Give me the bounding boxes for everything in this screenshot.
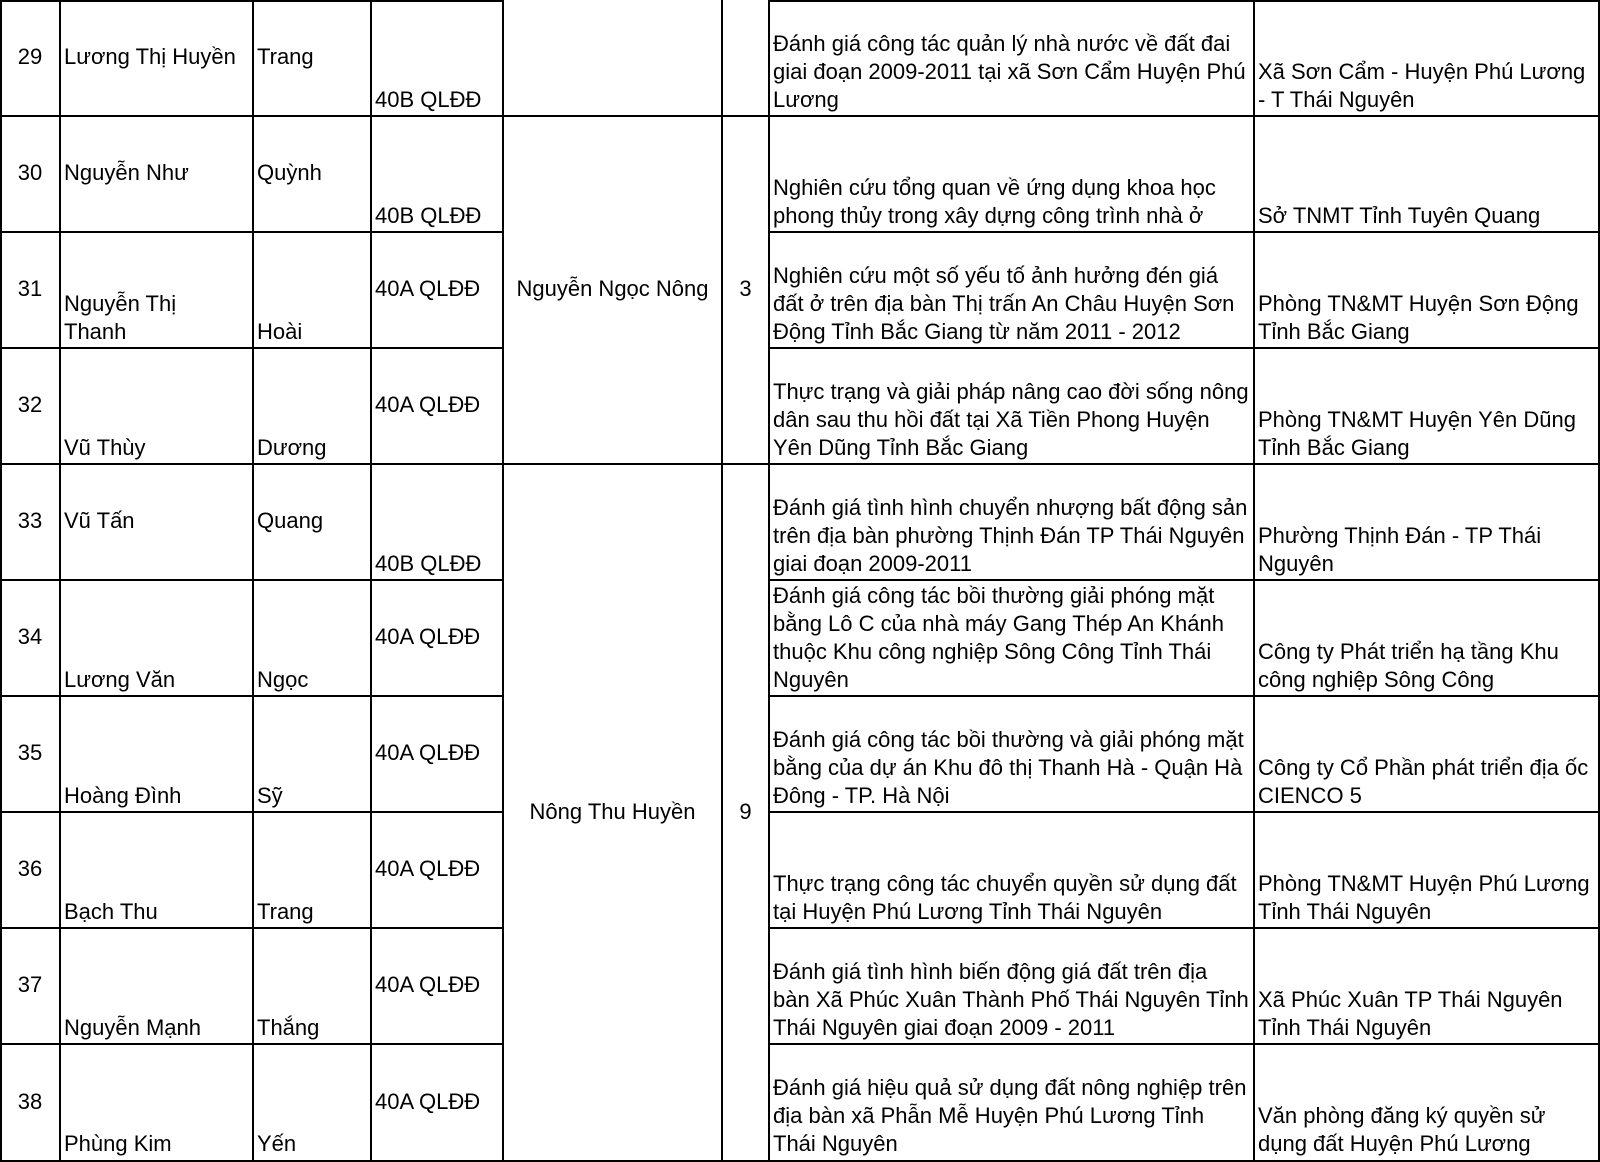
table-cell-stt [0, 580, 60, 696]
grid-line [502, 0, 504, 1162]
class-text: 40B QLĐĐ [375, 551, 482, 576]
table-cell-class [371, 812, 503, 928]
table-cell-internship-place [1254, 1044, 1600, 1160]
table-cell-stt [0, 696, 60, 812]
stt-text: 38 [17, 1089, 43, 1114]
internship-place-text: Phường Thịnh Đán - TP Thái Nguyên [1258, 523, 1542, 576]
supervisor-count-cell [722, 464, 769, 1162]
table-cell-stt [0, 116, 60, 232]
stt-text: 34 [17, 624, 43, 649]
first-name-text: Ngọc [257, 667, 309, 692]
stt-text: 31 [17, 276, 43, 301]
stt-text: 32 [17, 392, 43, 417]
grid-line [0, 347, 503, 349]
grid-line [768, 0, 1600, 2]
internship-place-text: Xã Phúc Xuân TP Thái Nguyên Tỉnh Thái Nguyên [1258, 987, 1563, 1040]
table-cell-topic [769, 348, 1254, 464]
grid-line [0, 231, 503, 233]
supervisor-count: 9 [739, 799, 752, 824]
grid-line [768, 231, 1600, 233]
internship-place-text: Công ty Cổ Phần phát triển địa ốc CIENCO 5 [1258, 755, 1589, 808]
last-name-text: Nguyễn Mạnh [64, 1015, 201, 1040]
table-cell-class [371, 696, 503, 812]
table-cell-internship-place [1254, 812, 1600, 928]
table-cell-class [371, 580, 503, 696]
class-text: 40A QLĐĐ [375, 856, 481, 881]
grid-line [0, 0, 2, 1162]
table-cell-class [371, 232, 503, 348]
grid-line [0, 579, 503, 581]
table-cell-last-name [60, 464, 253, 580]
topic-text: Đánh giá công tác quản lý nhà nước về đất đai giai đoạn 2009-2011 tại xã Sơn Cẩm Huyện Phú Lương [773, 31, 1246, 112]
table-cell-internship-place [1254, 232, 1600, 348]
table-cell-first-name [253, 696, 371, 812]
table-cell-first-name [253, 232, 371, 348]
topic-text: Thực trạng và giải pháp nâng cao đời sống nông dân sau thu hồi đất tại Xã Tiền Phong Huyện Yên Dũng Tỉnh Bắc Giang [773, 379, 1249, 460]
last-name-text: Vũ Thùy [64, 435, 146, 460]
topic-text: Đánh giá công tác bồi thường và giải phóng mặt bằng của dự án Khu đô thị Thanh Hà - Quận Hà Đông - TP. Hà Nội [773, 727, 1244, 808]
table-cell-first-name [253, 464, 371, 580]
topic-text: Đánh giá hiệu quả sử dụng đất nông nghiệp trên địa bàn xã Phẫn Mễ Huyện Phú Lương Tỉnh Thái Nguyên [773, 1075, 1247, 1156]
table-cell-topic [769, 812, 1254, 928]
class-text: 40A QLĐĐ [375, 740, 481, 765]
internship-place-text: Xã Sơn Cẩm - Huyện Phú Lương - T Thái Nguyên [1258, 59, 1586, 112]
stt-text: 30 [17, 160, 43, 185]
supervisor-count: 3 [739, 276, 752, 301]
grid-line [370, 0, 372, 1162]
stt-text: 37 [17, 972, 43, 997]
table-cell-internship-place [1254, 116, 1600, 232]
table-cell-internship-place [1254, 580, 1600, 696]
internship-place-text: Sở TNMT Tỉnh Tuyên Quang [1258, 203, 1541, 228]
internship-place-text: Phòng TN&MT Huyện Sơn Động Tỉnh Bắc Giang [1258, 291, 1579, 344]
internship-place-text: Phòng TN&MT Huyện Phú Lương Tỉnh Thái Nguyên [1258, 871, 1590, 924]
topic-text: Thực trạng công tác chuyển quyền sử dụng đất tại Huyện Phú Lương Tỉnh Thái Nguyên [773, 871, 1237, 924]
table-cell-last-name [60, 812, 253, 928]
last-name-text: Nguyễn Thị Thanh [64, 291, 177, 344]
table-cell-first-name [253, 928, 371, 1044]
table-cell-topic [769, 580, 1254, 696]
internship-place-text: Phòng TN&MT Huyện Yên Dũng Tỉnh Bắc Giang [1258, 407, 1576, 460]
last-name-text: Bạch Thu [64, 899, 158, 924]
stt-text: 35 [17, 740, 43, 765]
first-name-text: Thắng [257, 1015, 320, 1040]
topic-text: Đánh giá tình hình biến động giá đất trên địa bàn Xã Phúc Xuân Thành Phố Thái Nguyên Tỉnh Thái Nguyên giai đoạn 2009 - 2011 [773, 959, 1249, 1040]
grid-line [768, 811, 1600, 813]
grid-line [0, 927, 503, 929]
first-name-text: Dương [257, 435, 327, 460]
first-name-text: Hoài [257, 319, 303, 344]
last-name-text: Phùng Kim [64, 1131, 172, 1156]
table-cell-class [371, 928, 503, 1044]
grid-line [0, 115, 1600, 117]
grid-line [0, 695, 503, 697]
internship-place-text: Công ty Phát triển hạ tầng Khu công nghiệp Sông Công [1258, 639, 1559, 692]
grid-line [768, 0, 770, 1162]
grid-line [768, 579, 1600, 581]
internship-place-text: Văn phòng đăng ký quyền sử dụng đất Huyện Phú Lương [1258, 1103, 1546, 1156]
grid-line [768, 1043, 1600, 1045]
table-cell-stt [0, 0, 60, 116]
table-cell-stt [0, 928, 60, 1044]
first-name-text: Sỹ [257, 783, 283, 808]
table-cell-first-name [253, 580, 371, 696]
class-text: 40A QLĐĐ [375, 276, 481, 301]
table-cell-internship-place [1254, 464, 1600, 580]
first-name-text: Trang [257, 44, 314, 69]
table-cell-last-name [60, 928, 253, 1044]
table-cell-first-name [253, 0, 371, 116]
table-cell-topic [769, 696, 1254, 812]
class-text: 40A QLĐĐ [375, 624, 481, 649]
table-cell-first-name [253, 348, 371, 464]
class-text: 40B QLĐĐ [375, 87, 482, 112]
table-cell-first-name [253, 116, 371, 232]
grid-line [768, 695, 1600, 697]
table-cell-topic [769, 928, 1254, 1044]
grid-line [252, 0, 254, 1162]
table-cell-last-name [60, 348, 253, 464]
class-text: 40A QLĐĐ [375, 1089, 481, 1114]
table-cell-class [371, 116, 503, 232]
supervisor-cell [503, 464, 722, 1162]
stt-text: 29 [17, 44, 43, 69]
topic-text: Đánh giá công tác bồi thường giải phóng mặt bằng Lô C của nhà máy Gang Thép An Khánh thuộc Khu công nghiệp Sông Công Tỉnh Thái Nguyên [773, 583, 1224, 692]
first-name-text: Yến [257, 1131, 297, 1156]
class-text: 40A QLĐĐ [375, 972, 481, 997]
grid-line [0, 463, 1600, 465]
topic-text: Nghiên cứu tổng quan về ứng dụng khoa học phong thủy trong xây dựng công trình nhà ở [773, 175, 1216, 228]
table-cell-last-name [60, 232, 253, 348]
table-cell-internship-place [1254, 0, 1600, 116]
table-cell-class [371, 1044, 503, 1162]
stt-text: 33 [17, 508, 43, 533]
table-cell-stt [0, 464, 60, 580]
supervisor-cell [503, 116, 722, 464]
table-cell-first-name [253, 812, 371, 928]
first-name-text: Quang [257, 508, 324, 533]
table-cell-topic [769, 116, 1254, 232]
first-name-text: Trang [257, 899, 314, 924]
table-cell-class [371, 0, 503, 116]
table-cell-last-name [60, 580, 253, 696]
table-cell-topic [769, 0, 1254, 116]
last-name-text: Lương Thị Huyền [64, 44, 236, 69]
table-cell-last-name [60, 696, 253, 812]
grid-line [0, 811, 503, 813]
grid-line [0, 0, 503, 2]
last-name-text: Vũ Tấn [64, 508, 135, 533]
grid-line [1253, 0, 1255, 1162]
table-cell-first-name [253, 1044, 371, 1160]
table-cell-internship-place [1254, 928, 1600, 1044]
last-name-text: Nguyễn Như [64, 160, 189, 185]
table-cell-class [371, 464, 503, 580]
table-cell-class [371, 348, 503, 464]
supervisor-count-cell [722, 116, 769, 464]
grid-line [0, 1043, 503, 1045]
grid-line [768, 927, 1600, 929]
grid-line [59, 0, 61, 1162]
table-cell-internship-place [1254, 696, 1600, 812]
last-name-text: Hoàng Đình [64, 783, 182, 808]
table-cell-last-name [60, 1044, 253, 1160]
table-cell-last-name [60, 116, 253, 232]
table-cell-topic [769, 464, 1254, 580]
grid-line [768, 347, 1600, 349]
first-name-text: Quỳnh [257, 160, 322, 185]
table-cell-internship-place [1254, 348, 1600, 464]
last-name-text: Lương Văn [64, 667, 176, 692]
topic-text: Đánh giá tình hình chuyển nhượng bất động sản trên địa bàn phường Thịnh Đán TP Thái Nguyên giai đoạn 2009-2011 [773, 495, 1248, 576]
table-cell-topic [769, 232, 1254, 348]
grid-line [721, 0, 723, 1162]
supervisor-name: Nông Thu Huyền [529, 799, 696, 824]
table-cell-stt [0, 348, 60, 464]
topic-text: Nghiên cứu một số yếu tố ảnh hưởng đén giá đất ở trên địa bàn Thị trấn An Châu Huyện Sơn Động Tỉnh Bắc Giang từ năm 2011 - 2012 [773, 263, 1235, 344]
class-text: 40A QLĐĐ [375, 392, 481, 417]
table-cell-topic [769, 1044, 1254, 1160]
stt-text: 36 [17, 856, 43, 881]
table-cell-stt [0, 232, 60, 348]
table-cell-last-name [60, 0, 253, 116]
table-cell-stt [0, 1044, 60, 1162]
supervisor-name: Nguyễn Ngọc Nông [516, 276, 709, 301]
class-text: 40B QLĐĐ [375, 203, 482, 228]
table-cell-stt [0, 812, 60, 928]
